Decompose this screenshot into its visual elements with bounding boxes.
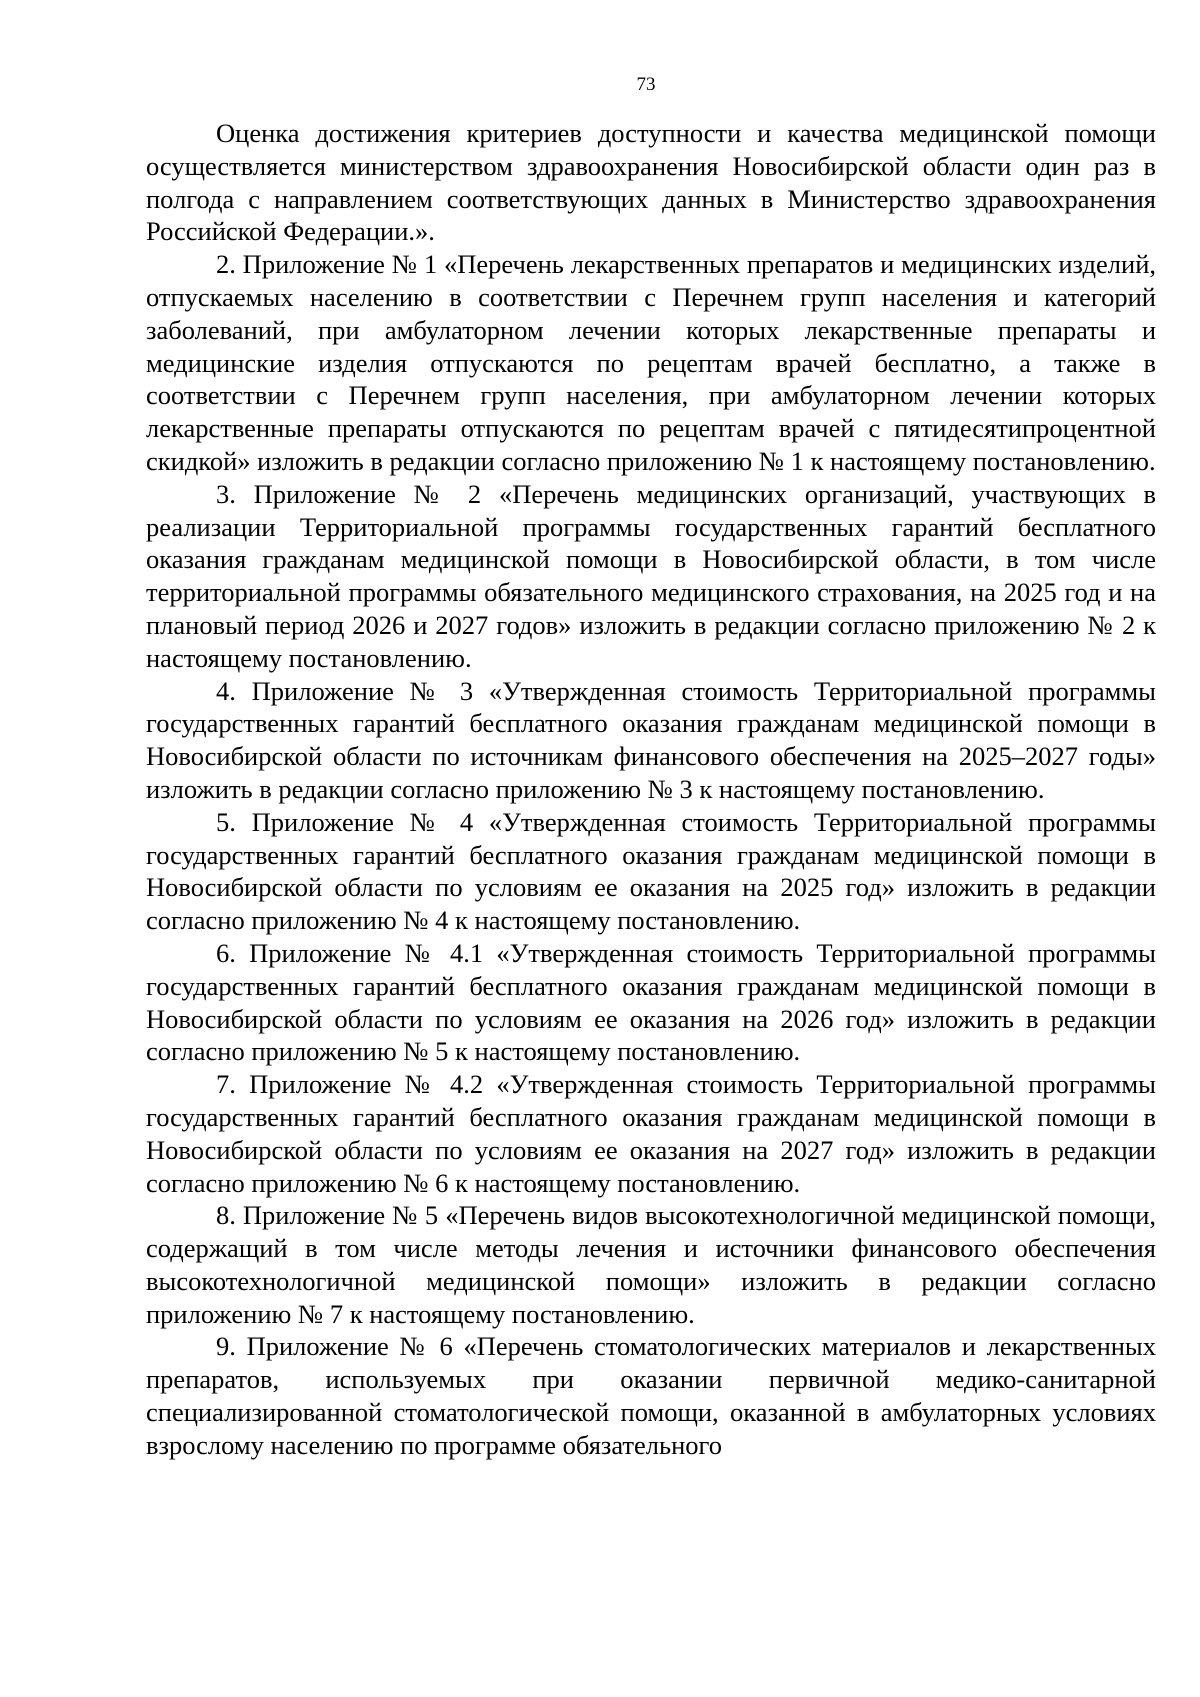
paragraph-item-2: 2. Приложение № 1 «Перечень лекарственных препаратов и медицинских изделий, отпускаемых населению в соответствии с Перечнем групп населения и категорий заболеваний, при амбулаторном лечении которых лекарственные препараты и медицинские изделия отпускаются по рецептам врачей бесплатно, а также в соответствии с Перечнем групп населения, при амбулаторном лечении которых лекарственные препараты отпускаются по рецептам врачей с пятидесятипроцентной скидкой» изложить в редакции согласно приложению № 1 к настоящему постановлению. (146, 249, 1156, 476)
paragraph-item-7: 7. Приложение № 4.2 «Утвержденная стоимость Территориальной программы государственных гарантий бесплатного оказания гражданам медицинской помощи в Новосибирской области по условиям ее оказания на 2027 год» изложить в редакции согласно приложению № 6 к настоящему постановлению. (146, 1069, 1156, 1198)
paragraph-item-4: 4. Приложение № 3 «Утвержденная стоимость Территориальной программы государственных гарантий бесплатного оказания гражданам медицинской помощи в Новосибирской области по источникам финансового обеспечения на 2025–2027 годы» изложить в редакции согласно приложению № 3 к настоящему постановлению. (146, 675, 1156, 804)
paragraph-item-5: 5. Приложение № 4 «Утвержденная стоимость Территориальной программы государственных гарантий бесплатного оказания гражданам медицинской помощи в Новосибирской области по условиям ее оказания на 2025 год» изложить в редакции согласно приложению № 4 к настоящему постановлению. (146, 806, 1156, 936)
paragraph-item-6: 6. Приложение № 4.1 «Утвержденная стоимость Территориальной программы государственных гарантий бесплатного оказания гражданам медицинской помощи в Новосибирской области по условиям ее оказания на 2026 год» изложить в редакции согласно приложению № 5 к настоящему постановлению. (146, 937, 1156, 1067)
paragraph-assessment: Оценка достижения критериев доступности и качества медицинской помощи осуществляется министерством здравоохранения Новосибирской области один раз в полгода с направлением соответствующих данных в Министерство здравоохранения Российской Федерации.». (146, 118, 1156, 247)
page-number: 73 (636, 74, 656, 95)
paragraph-item-3: 3. Приложение № 2 «Перечень медицинских организаций, участвующих в реализации Территориальной программы государственных гарантий бесплатного оказания гражданам медицинской помощи в Новосибирской области, в том числе территориальной программы обязательного медицинского страхования, на 2025 год и на плановый период 2026 и 2027 годов» изложить в редакции согласно приложению № 2 к настоящему постановлению. (146, 478, 1156, 673)
document-body (146, 117, 1156, 1462)
paragraph-item-8: 8. Приложение № 5 «Перечень видов высокотехнологичной медицинской помощи, содержащий в том числе методы лечения и источники финансового обеспечения высокотехнологичной медицинской помощи» изложить в редакции согласно приложению № 7 к настоящему постановлению. (146, 1200, 1156, 1329)
paragraph-item-9: 9. Приложение № 6 «Перечень стоматологических материалов и лекарственных препаратов, используемых при оказании первичной медико-санитарной специализированной стоматологической помощи, оказанной в амбулаторных условиях взрослому населению по программе обязательного (146, 1331, 1156, 1460)
